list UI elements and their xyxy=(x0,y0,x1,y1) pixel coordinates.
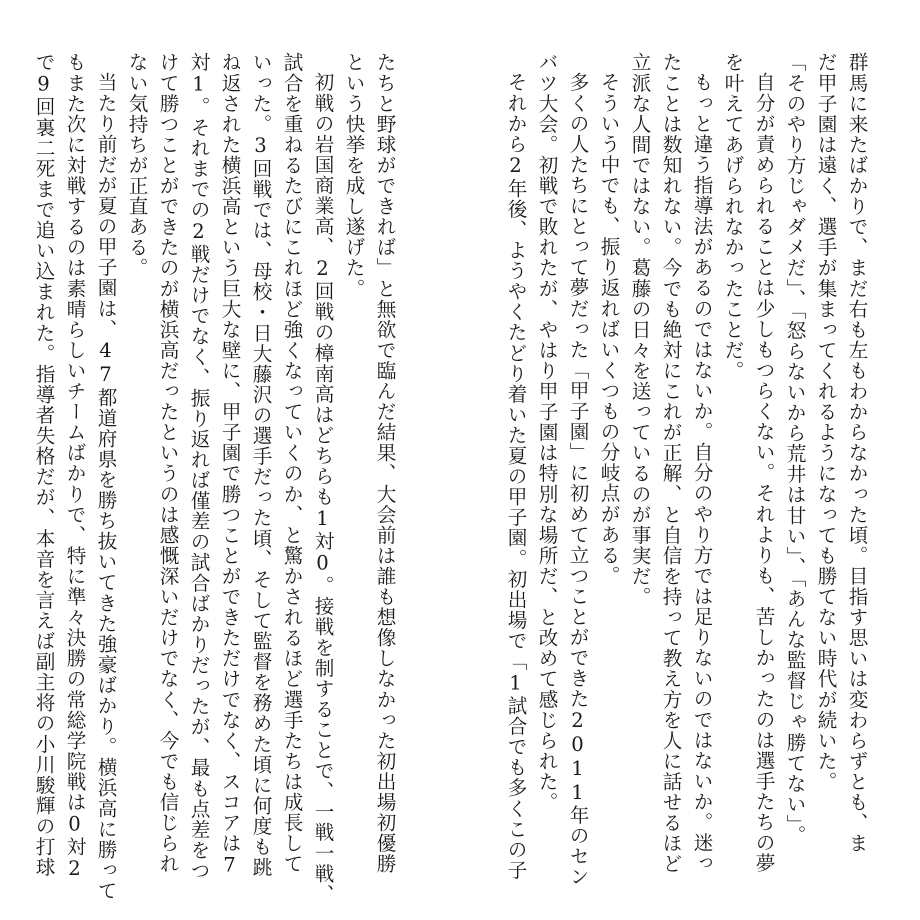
text-line xyxy=(689,0,711,920)
text-line-content: だ甲子園は遠く、選手が集まってくれるようになっても勝てない時代が続いた。 xyxy=(814,52,837,792)
text-line-content: 試合を重ねるたびにこれほど強くなっていくのか、と驚かされるほど選手たちは成長して xyxy=(280,52,303,874)
text-line-content: 当たり前だが夏の甲子園は、47都道府県を勝ち抜いてきた強豪ばかり。横浜高に勝って xyxy=(94,72,117,901)
text-line xyxy=(782,0,804,920)
text-line xyxy=(279,0,301,920)
text-line-content: そういう中でも、振り返ればいくつもの分岐点がある。 xyxy=(597,72,620,586)
text-line xyxy=(813,0,835,920)
text-line-content: 「そのやり方じゃダメだ」、「怒らないから荒井は甘い」、「あんな監督じゃ勝てない」。 xyxy=(783,52,806,846)
text-line xyxy=(31,0,53,920)
text-line xyxy=(503,0,525,920)
text-line xyxy=(534,0,556,920)
text-line xyxy=(93,0,115,920)
text-line-content: 初戦の岩国商業高、2回戦の樟南高はどちらも1対0。接戦を制することで、一戦一戦、 xyxy=(311,72,334,905)
text-line-content: 自分が責められることは少しもつらくない。それよりも、苦しかったのは選手たちの夢 xyxy=(752,72,775,874)
text-line xyxy=(372,0,394,920)
text-line-content: 群馬に来たばかりで、まだ右も左もわからなかった頃。目指す思いは変わらずとも、ま xyxy=(845,52,868,854)
text-line xyxy=(186,0,208,920)
text-line-content: もっと違う指導法があるのではないか。自分のやり方では足りないのではないか。迷っ xyxy=(690,72,713,874)
left-page xyxy=(0,0,430,920)
text-line-content: いった。3回戦では、母校・日大藤沢の選手だった頃、そして監督を務めた頃に何度も跳 xyxy=(249,52,272,878)
right-page xyxy=(468,0,920,920)
text-line-content: ない気持ちが正直ある。 xyxy=(125,52,148,279)
text-line xyxy=(217,0,239,920)
text-line-content: たちと野球ができれば」と無欲で臨んだ結果、大会前は誰も想像しなかった初出場初優勝 xyxy=(373,52,396,874)
text-line-content: 多くの人たちにとって夢だった「甲子園」に初めて立つことができた2011年のセン xyxy=(566,72,589,888)
text-line-content: を叶えてあげられなかったことだ。 xyxy=(721,52,744,381)
text-line xyxy=(62,0,84,920)
text-line-content: けて勝つことができたのが横浜高だったというのは感慨深いだけでなく、今でも信じられ xyxy=(156,52,179,874)
text-line xyxy=(248,0,270,920)
text-line-content: という快挙を成し遂げた。 xyxy=(342,52,365,299)
text-line xyxy=(596,0,618,920)
text-line-content: で9回裏二死まで追い込まれた。指導者失格だが、本音を言えば副主将の小川駿輝の打球 xyxy=(32,52,55,878)
text-line-content: たことは数知れない。今でも絶対にこれが正解、と自信を持って教え方を人に話せるほど xyxy=(659,52,682,874)
text-line xyxy=(751,0,773,920)
text-line xyxy=(341,0,363,920)
text-line xyxy=(155,0,177,920)
text-line-content: ね返された横浜高という巨大な壁に、甲子園で勝つことができただけでなく、スコアは7 xyxy=(218,52,241,878)
text-line xyxy=(124,0,146,920)
text-line-content: 立派な人間ではない。葛藤の日々を送っているのが事実だ。 xyxy=(628,52,651,607)
text-line xyxy=(720,0,742,920)
text-line xyxy=(844,0,866,920)
text-line xyxy=(658,0,680,920)
text-line xyxy=(310,0,332,920)
page-gutter xyxy=(440,0,460,920)
text-line-content: 対1。それまでの2戦だけでなく、振り返れば僅差の試合ばかりだったが、最も点差をつ xyxy=(187,52,210,881)
text-line xyxy=(565,0,587,920)
text-line-content: バツ大会。初戦で敗れたが、やはり甲子園は特別な場所だ、と改めて感じられた。 xyxy=(535,52,558,813)
text-line-content: それから2年後、ようやくたどり着いた夏の甲子園。初出場で「1試合でも多くこの子 xyxy=(504,72,527,881)
text-line xyxy=(627,0,649,920)
text-line-content: もまた次に対戦するのは素晴らしいチームばかりで、特に準々決勝の常総学院戦は0対2 xyxy=(63,52,86,881)
